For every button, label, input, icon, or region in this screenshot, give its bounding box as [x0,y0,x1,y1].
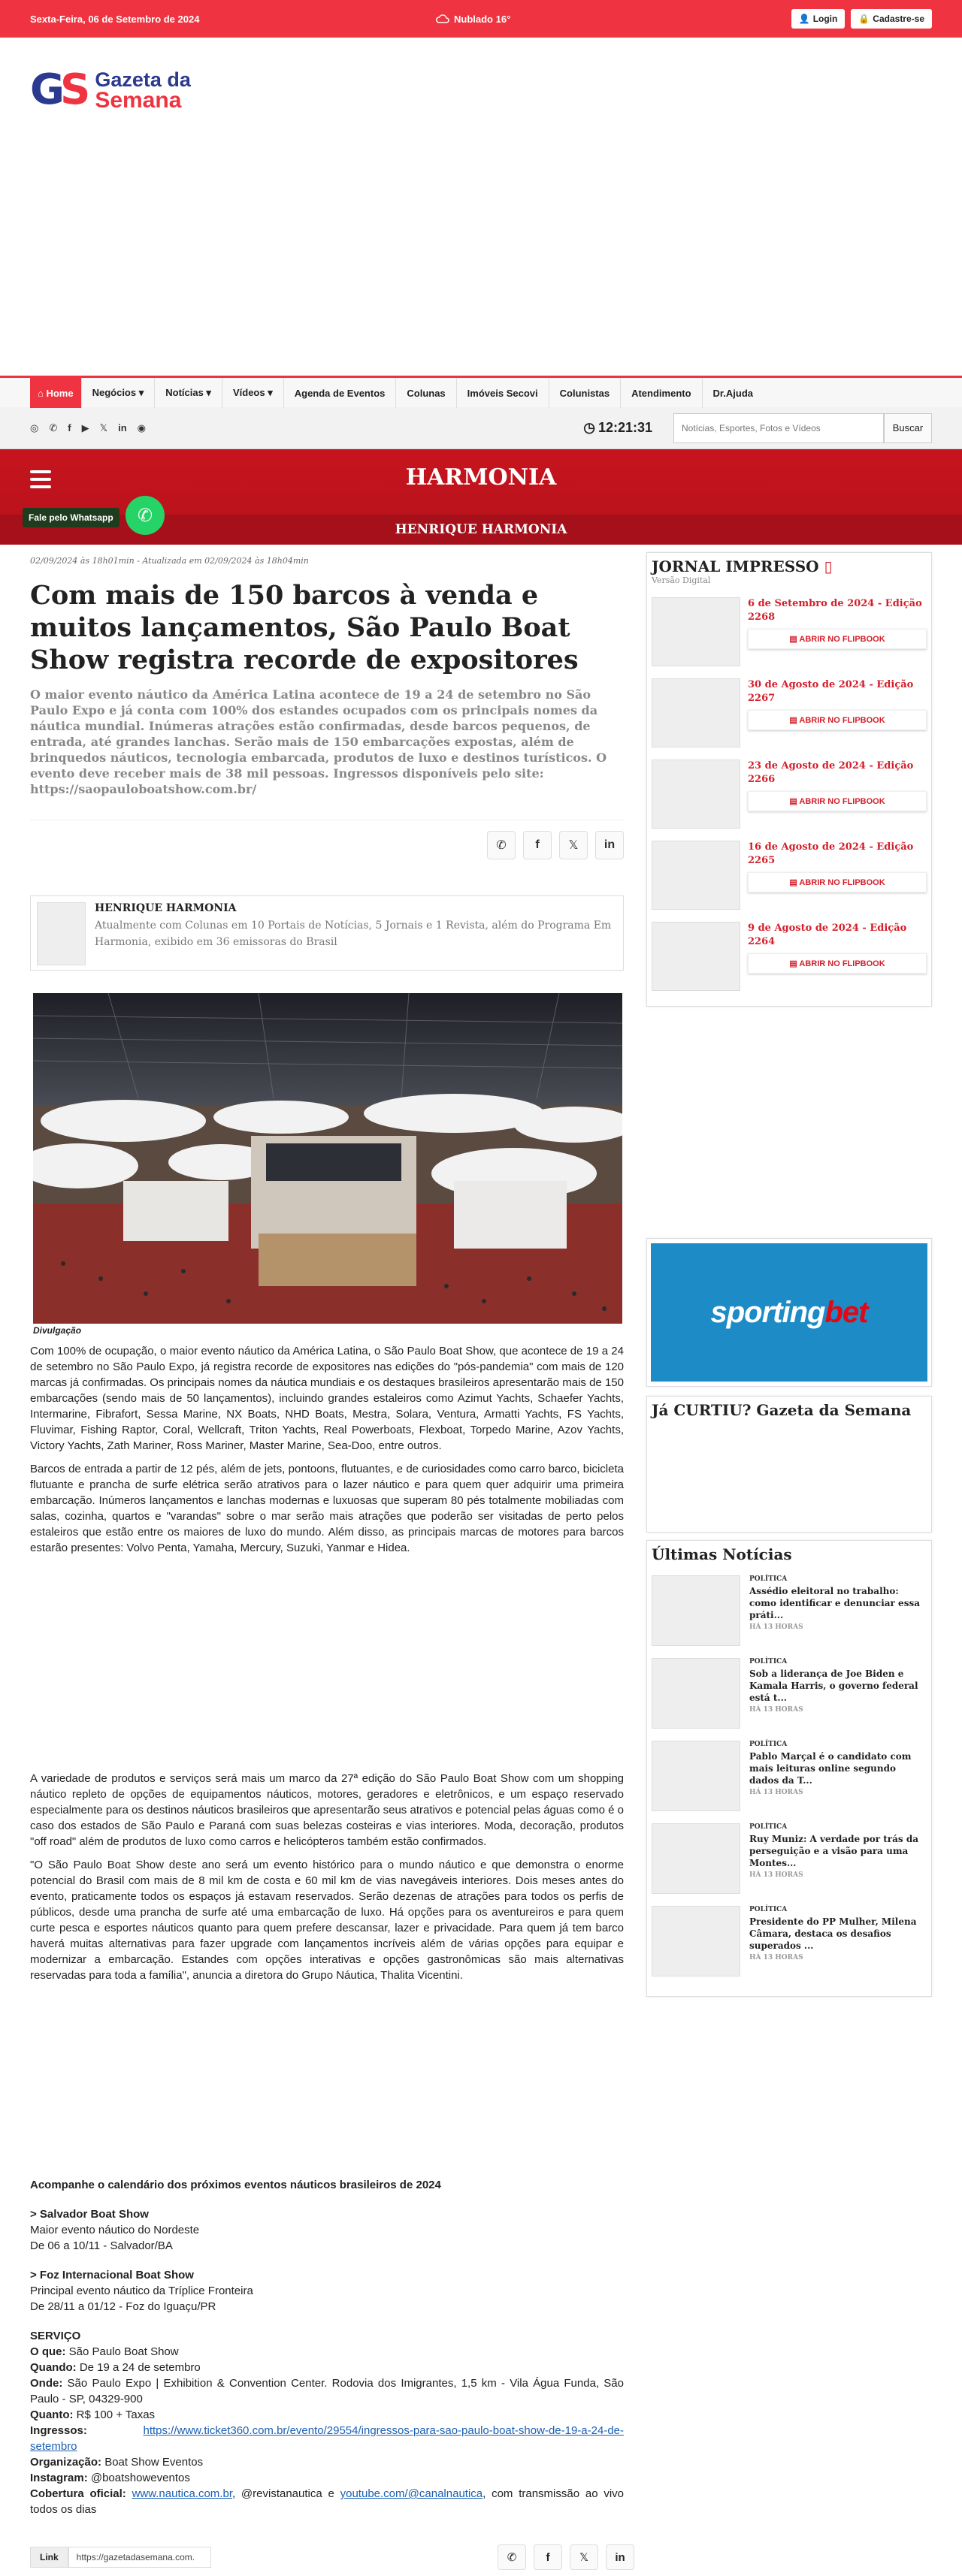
search-button[interactable]: Buscar [884,413,932,443]
service-line: Onde: São Paulo Expo | Exhibition & Convention Center. Rodovia dos Imigrantes, 1,5 km - Vila Água Funda, São Paulo - SP, 04329-900 [30,2377,624,2405]
edition-item[interactable] [652,841,927,910]
news-item[interactable] [652,1906,927,1977]
article-meta: 02/09/2024 às 18h01min - Atualizada em 02/09/2024 às 18h04min [30,556,309,566]
nav-videos[interactable]: Vídeos ▾ [222,378,284,408]
share-facebook-icon[interactable]: f [534,2544,562,2570]
article-paragraph: Com 100% de ocupação, o maior evento náutico da América Latina, o São Paulo Boat Show, que acontece de 19 a 24 de setembro no São Paulo Expo, já registra recorde de expositores nas edições do "pós-pandemia" com mais de 120 marcas já confirmadas. Os principais nomes da náutica mundiais e os destaques brasileiros apresentarão mais de 150 embarcações (sendo mais de 50 lançamentos), incluindo grandes estaleiros como Azimut Yachts, Schaefer Yachts, Intermarine, Fibrafort, Sessa Marine, NX Boats, NHD Boats, Mestra, Solara, Ventura, Armatti Yachts, FS Yachts, Fluvimar, Fishing Raptor, Coral, Wellcraft, Triton Yachts, Real Powerboats, Flexboat, Torpedo Marine, Azov Yachts, Victory Yachts, Zath Mariner, Ross Mariner, Master Marine, Sea-Doo, entre outros. [30,1345,624,1452]
article-paragraph: A variedade de produtos e serviços será mais um marco da 27ª edição do São Paulo Boat Show com um shopping náutico repleto de opções de equipamentos náuticos, motores, geradores e eletrônicos, e um espaço reservado especialmente para os destinos náuticos brasileiros que apresentarão seus atrativos e potencial pelas águas como é o caso dos estados de São Paulo e Paraná com suas belezas costeiras e vias interiores. Moda, decoração, produtos "off road" além de produtos de luxo como carros e helicópteros também estão confirmados. [30,1772,624,1848]
nav-home-label: Home [46,387,74,399]
linkedin-icon[interactable]: in [118,421,127,433]
instagram-icon[interactable]: ◎ [30,421,39,433]
widget-title: JORNAL IMPRESSO ▯ [652,557,833,575]
article [30,556,624,2517]
edition-cover [652,760,740,829]
clock-icon: ◷ [583,420,595,435]
service-line: Quando: De 19 a 24 de setembro [30,2361,201,2374]
header-logo-area [0,38,962,376]
news-title[interactable]: Sob a liderança de Joe Biden e Kamala Harris, o governo federal está t... [749,1669,918,1703]
event-title: > Foz Internacional Boat Show [30,2269,194,2282]
rss-icon[interactable]: ◉ [137,421,146,433]
nav-colunistas[interactable]: Colunistas [549,378,621,408]
news-item[interactable] [652,1741,927,1811]
column-title: HARMONIA [405,464,557,491]
share-linkedin-icon[interactable]: in [606,2544,634,2570]
lock-icon: 🔒 [858,14,870,24]
edition-cover [652,922,740,991]
flipbook-button[interactable]: ▤ ABRIR NO FLIPBOOK [748,791,927,811]
share-facebook-icon[interactable]: f [523,831,552,859]
nav-atendimento[interactable]: Atendimento [621,378,702,408]
nav-drajuda[interactable]: Dr.Ajuda [712,387,754,399]
news-title[interactable]: Presidente do PP Mulher, Milena Câmara, destaca os desafios superados ... [749,1916,917,1951]
login-label: Login [812,14,838,24]
widget-title: Já CURTIU? Gazeta da Semana [652,1401,912,1419]
share-linkedin-icon[interactable]: in [595,831,624,859]
news-thumb [652,1575,740,1646]
youtube-link[interactable]: youtube.com/@canalnautica [340,2487,483,2500]
edition-title[interactable]: 30 de Agosto de 2024 - Edição 2267 [748,679,914,704]
edition-title[interactable]: 23 de Agosto de 2024 - Edição 2266 [748,760,914,785]
news-category: POLÍTICA [749,1741,788,1748]
nav-noticias[interactable]: Notícias ▾ [155,378,222,408]
ticket-link[interactable]: https://www.ticket360.com.br/evento/29554/ingressos-para-sao-paulo-boat-show-de-19-a-24-de-setembro [30,2424,624,2453]
event-line: De 28/11 a 01/12 - Foz do Iguaçu/PR [30,2300,216,2313]
article-headline: Com mais de 150 barcos à venda e muitos lançamentos, São Paulo Boat Show registra recorde de expositores [30,580,579,675]
nav-imoveis[interactable]: Imóveis Secovi [457,378,549,408]
site-logo[interactable] [30,65,191,114]
service-line: Instagram: @boatshoweventos [30,2472,190,2484]
service-title: SERVIÇO [30,2330,81,2342]
current-date: Sexta-Feira, 06 de Setembro de 2024 [30,13,200,25]
search-input[interactable]: Notícias, Esportes, Fotos e Vídeos [673,413,884,443]
news-time: HÁ 13 HORAS [749,1706,803,1714]
share-x-icon[interactable]: 𝕏 [559,831,588,859]
weather-text: Nublado 16° [454,13,511,25]
share-whatsapp-icon[interactable]: ✆ [487,831,516,859]
edition-title[interactable]: 9 de Agosto de 2024 - Edição 2264 [748,923,907,947]
author-avatar [37,902,86,965]
article-photo [33,993,622,1324]
news-thumb [652,1658,740,1729]
logo-text [95,69,191,111]
pdf-icon: ▤ [789,959,800,968]
news-time: HÁ 13 HORAS [749,1623,803,1631]
event-line: Principal evento náutico da Tríplice Fronteira [30,2285,253,2297]
news-thumb [652,1906,740,1977]
news-category: POLÍTICA [749,1823,788,1831]
author-bio: Atualmente com Colunas em 10 Portais de Notícias, 5 Jornais e 1 Revista, além do Programa Em Harmonia, exibido em 36 emissoras do Brasil [95,920,612,948]
widget-subtitle: Versão Digital [652,575,711,585]
clock [583,420,652,436]
logo-line1: Gazeta da [95,68,191,91]
news-category: POLÍTICA [749,1658,788,1665]
print-edition-widget [646,552,932,1007]
article-paragraph: "O São Paulo Boat Show deste ano será um evento histórico para o mundo náutico e que demonstra o enorme potencial do Brasil com mais de 8 mil km de costa e 60 mil km de vias navegáveis interiores. Dois meses antes do evento, praticamente todos os espaços já estavam reservados. Serão dezenas de atrações para todos os perfis de públicos, desde uma prancha de surfe até uma embarcação de luxo. Há opções para os aventureiros e para quem curte pesca e esportes náuticos quanto para quem prefere descansar, lazer e privacidade. Para quem já tem barco haverá muitas alternativas para fazer upgrade com lançamentos incríveis além de várias opções para equipar e modernizar a embarcação. Estandes com opções interativas e opções gastronômicas são mais alternativas reservadas para toda a família", anuncia a diretora do Grupo Náutica, Thalita Vicentini. [30,1859,624,1982]
article-paragraph: Barcos de entrada a partir de 12 pés, além de jets, pontoons, flutuantes, e de curiosidades como carro barco, bicicleta flutuante e prancha de surfe elétrica serão atrativos para o lazer náutico e para quem quer adquirir uma primeira embarcação. Inúmeros lançamentos e lanchas modernas e luxuosas que superam 80 pés totalmente mobiliadas com salas, cozinha, quartos e "varandas" sobre o mar serão mais atrações que poderão ser visitadas de perto pelos estaleiros que estão entre os maiores de luxo do mundo. Além disso, as principais marcas de motores para barcos estarão presentes: Volvo Penta, Yamaha, Mercury, Suzuki, Yanmar e Hidea. [30,1463,624,1554]
service-line: Quanto: R$ 100 + Taxas [30,2408,156,2421]
event-line: Maior evento náutico do Nordeste [30,2224,200,2236]
news-title[interactable]: Assédio eleitoral no trabalho: como identificar e denunciar essa práti... [749,1586,920,1620]
flipbook-button[interactable]: ▤ ABRIR NO FLIPBOOK [748,710,927,730]
service-block [30,2328,624,2517]
sportingbet-ad[interactable] [651,1243,927,1382]
hamburger-menu-icon[interactable] [30,470,51,493]
news-thumb [652,1741,740,1811]
top-bar [0,0,962,38]
news-time: HÁ 13 HORAS [749,1871,803,1879]
pdf-icon: ▤ [789,797,800,806]
service-line: Organização: Boat Show Eventos [30,2456,204,2469]
edition-cover [652,597,740,666]
author-card [30,895,624,971]
article-lead: O maior evento náutico da América Latina acontece de 19 a 24 de setembro no São Paulo Expo e já conta com 100% dos estandes ocupados com os principais nomes da náutica mundial. Inúmeras atrações estão confirmadas, desde barcos pequenos, de entrada, até grandes lanchas. Serão mais de 150 embarcações expostas, além de brinquedos náuticos, tecnologia embarcada, produtos de luxo e destinos turísticos. O evento deve receber mais de 38 mil pessoas. Ingressos disponíveis pelo site: https://saopauloboatshow.com.br/ [30,687,607,796]
calendar-title: Acompanhe o calendário dos próximos eventos náuticos brasileiros de 2024 [30,2179,441,2191]
share-x-icon[interactable]: 𝕏 [570,2544,598,2570]
whatsapp-icon: ✆ [137,505,153,526]
main-nav [0,376,962,407]
news-time: HÁ 13 HORAS [749,1789,803,1796]
cloud-icon [436,14,449,23]
news-title[interactable]: Pablo Marçal é o candidato com mais leituras online segundo dados da T... [749,1751,912,1786]
facebook-widget [646,1396,932,1533]
flipbook-button[interactable]: ▤ ABRIR NO FLIPBOOK [748,872,927,892]
permalink-field[interactable]: https://gazetadasemana.com. [68,2547,211,2568]
nav-home[interactable] [30,378,82,408]
whatsapp-icon[interactable]: ✆ [49,421,58,433]
news-title[interactable]: Ruy Muniz: A verdade por trás da perseguição e a visão para uma Montes... [749,1834,918,1868]
edition-item[interactable] [652,760,927,829]
edition-cover [652,678,740,747]
news-item[interactable] [652,1575,927,1646]
signup-button[interactable] [851,9,932,29]
news-time: HÁ 13 HORAS [749,1954,803,1961]
latest-news-widget [646,1540,932,1997]
social-search-bar [0,407,962,449]
user-icon: 👤 [798,14,810,24]
widget-title: Últimas Notícias [652,1545,792,1563]
logo-mark [30,65,86,114]
weather-widget [436,14,791,25]
edition-item[interactable] [652,597,927,666]
service-line: Ingressos: https://www.ticket360.com.br/evento/29554/ingressos-para-sao-paulo-boat-show-de-19-a-24-de-setembro [30,2424,624,2453]
login-button[interactable] [791,9,846,29]
x-icon[interactable]: 𝕏 [99,421,108,433]
service-line: Cobertura oficial: www.nautica.com.br, @revistanautica e youtube.com/@canalnautica, com transmissão ao vivo todos os dias [30,2487,624,2516]
whatsapp-label[interactable]: Fale pelo Whatsapp [23,508,119,527]
news-item[interactable] [652,1658,927,1729]
edition-title[interactable]: 16 de Agosto de 2024 - Edição 2265 [748,841,914,866]
nautica-link[interactable]: www.nautica.com.br [132,2487,232,2500]
news-category: POLÍTICA [749,1906,788,1913]
clock-time: 12:21:31 [597,420,652,435]
nav-colunas[interactable]: Colunas [396,378,456,408]
whatsapp-float-button[interactable] [126,496,165,535]
service-line: O que: São Paulo Boat Show [30,2345,179,2358]
nav-negocios[interactable]: Negócios ▾ [82,378,156,408]
mobile-icon: ▯ [824,557,833,575]
event-line: De 06 a 10/11 - Salvador/BA [30,2239,173,2252]
news-category: POLÍTICA [749,1575,788,1583]
share-bar [30,820,624,859]
news-thumb [652,1823,740,1894]
facebook-icon[interactable]: f [68,421,71,433]
author-name[interactable]: HENRIQUE HARMONIA [95,902,237,914]
share-whatsapp-icon[interactable]: ✆ [498,2544,526,2570]
permalink-label: Link [30,2547,68,2568]
permalink-bar [30,2547,211,2568]
logo-g: G [30,65,60,114]
logo-line2: Semana [95,88,182,113]
ad-brand-b: bet [824,1295,868,1329]
flipbook-button[interactable]: ▤ ABRIR NO FLIPBOOK [748,953,927,974]
event-title: > Salvador Boat Show [30,2208,149,2221]
pdf-icon: ▤ [789,878,800,887]
ad-brand-a: sporting [710,1295,825,1329]
news-item[interactable] [652,1823,927,1894]
column-subtitle: HENRIQUE HARMONIA [0,515,962,545]
edition-item[interactable] [652,922,927,991]
nav-agenda[interactable]: Agenda de Eventos [284,378,397,408]
edition-cover [652,841,740,910]
home-icon: ⌂ [38,387,47,399]
signup-label: Cadastre-se [873,14,924,24]
share-bar-bottom [498,2544,634,2570]
search-form [673,413,932,443]
edition-title[interactable]: 6 de Setembro de 2024 - Edição 2268 [748,598,922,623]
flipbook-button[interactable]: ▤ ABRIR NO FLIPBOOK [748,629,927,649]
edition-item[interactable] [652,678,927,747]
photo-caption: Divulgação [33,1325,82,1336]
youtube-icon[interactable]: ▶ [81,421,89,433]
logo-s: S [59,65,86,114]
pdf-icon: ▤ [789,635,800,644]
pdf-icon: ▤ [789,716,800,725]
